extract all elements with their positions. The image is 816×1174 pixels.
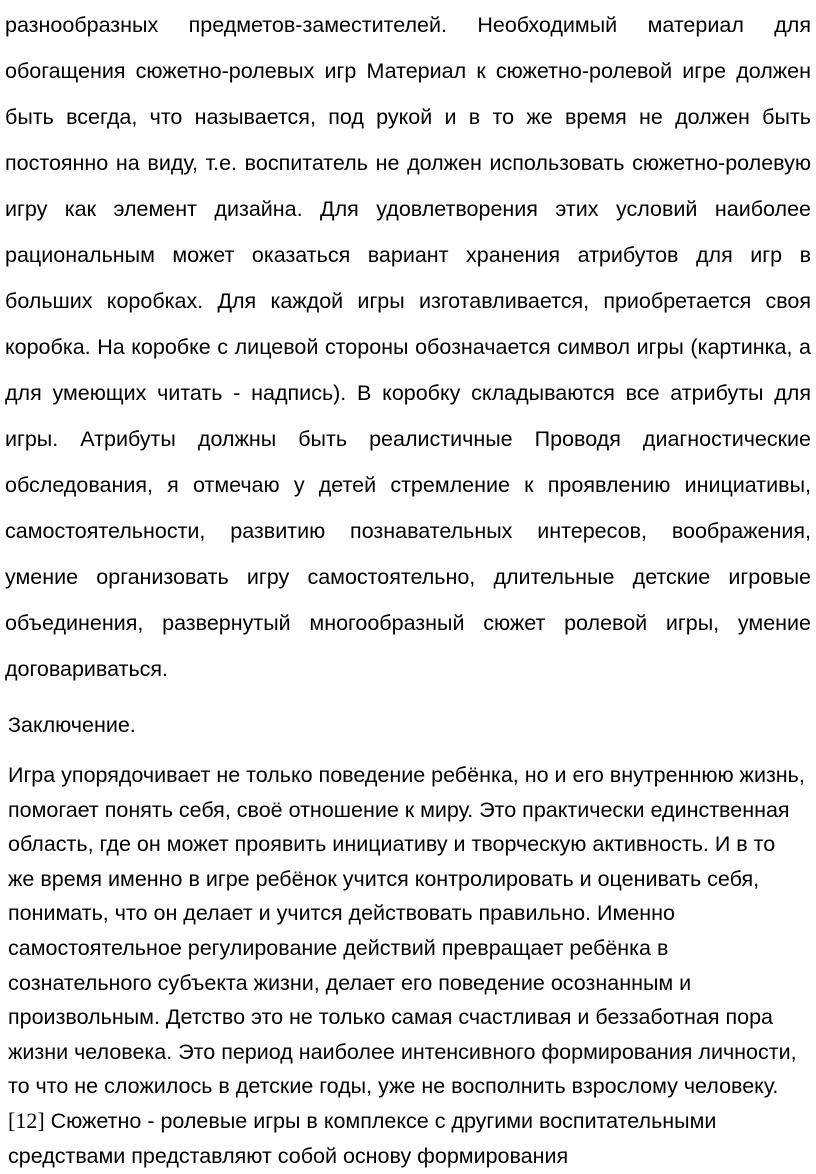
body-paragraph-1: разнообразных предметов-заместителей. Необходимый материал для обогащения сюжетно-ролевых игр Материал к сюжетно-ролевой игре должен быть всегда, что называется, под рукой и в то же время не должен быть постоянно на виду, т.е. воспитатель не должен использовать сюжетно-ролевую игру как элемент дизайна. Для удовлетворения этих условий наиболее рациональным может оказаться вариант хранения атрибутов для игр в больших коробках. Для каждой игры изготавливается, приобретается своя коробка. На коробке с лицевой стороны обозначается символ игры (картинка, а для умеющих читать - надпись). В коробку складываются все атрибуты для игры. Атрибуты должны быть реалистичные Проводя диагностические обследования, я отмечаю у детей стремление к проявлению инициативы, самостоятельности, развитию познавательных интересов, воображения, умение организовать игру самостоятельно, длительные детские игровые объединения, развернутый многообразный сюжет ролевой игры, умение договариваться.: [5, 13, 811, 681]
reference-marker: [12]: [8, 1107, 45, 1133]
paragraph-2-text-end: Сюжетно - ролевые игры в комплексе с другими воспитательными средствами представляют собой основу формирования: [8, 1108, 717, 1168]
body-paragraph-2: [5, 758, 811, 1173]
paragraph-2-text-start: Игра упорядочивает не только поведение ребёнка, но и его внутреннюю жизнь, помогает понять себя, своё отношение к миру. Это практически единственная область, где он может проявить инициативу и творческую активность. И в то же время именно в игре ребёнок учится контролировать и оценивать себя, понимать, что он делает и учится действовать правильно. Именно самостоятельное регулирование действий превращает ребёнка в сознательного субъекта жизни, делает его поведение осознанным и произвольным. Детство это не только самая счастливая и беззаботная пора жизни человека. Это период наиболее интенсивного формирования личности, то что не сложилось в детские годы, уже не восполнить взрослому человеку.: [8, 763, 805, 1099]
section-heading-conclusion: Заключение.: [8, 713, 136, 737]
document-page: [5, 0, 811, 1173]
